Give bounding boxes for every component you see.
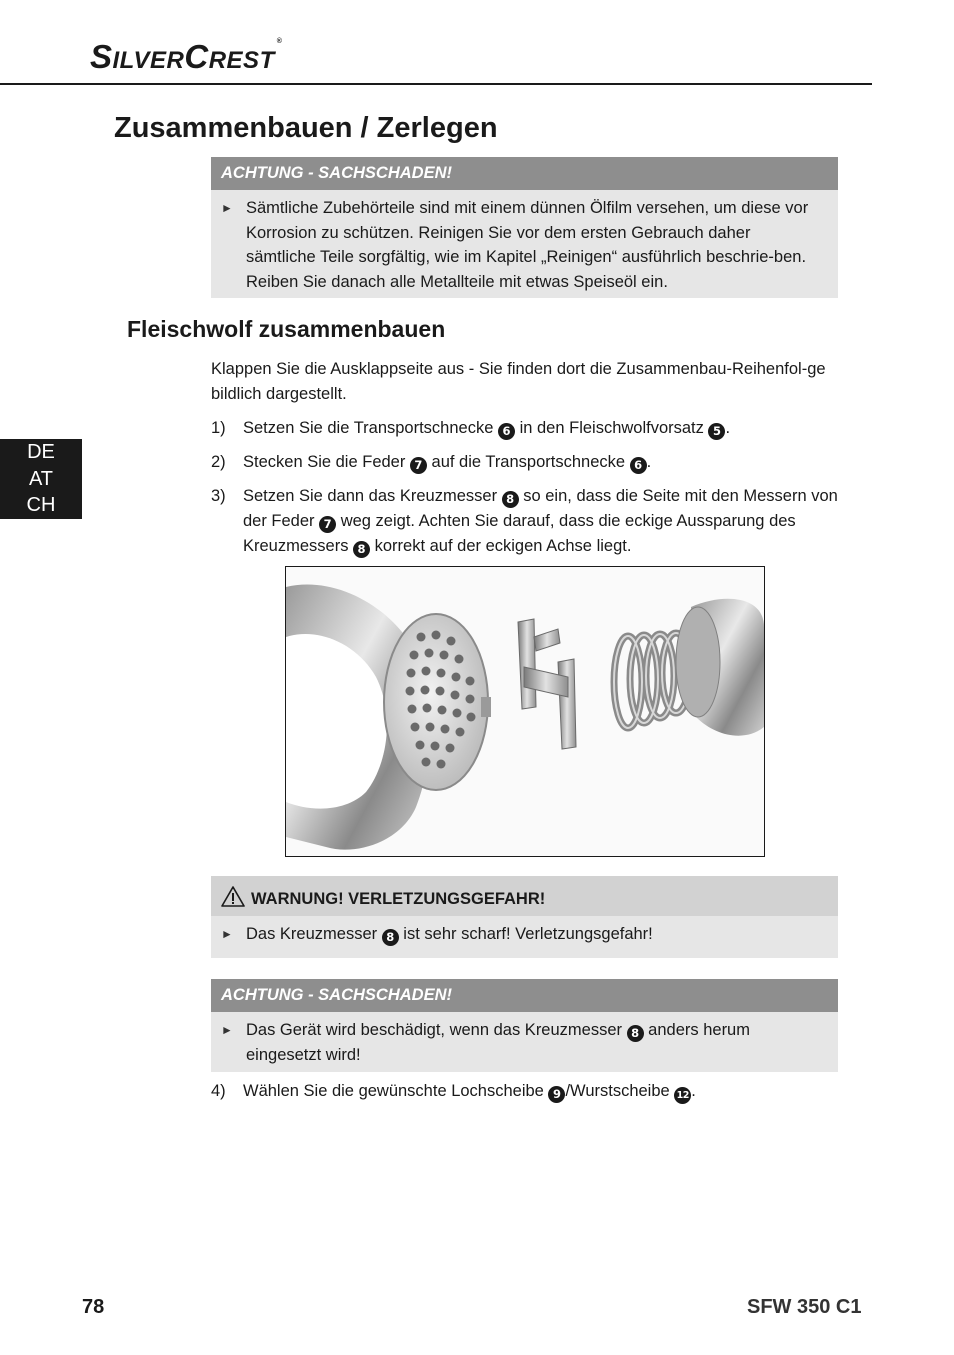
bullet-arrow-icon: ►	[221, 201, 233, 215]
intro-paragraph: Klappen Sie die Ausklappseite aus - Sie finden dort die Zusammenbau-Reihenfol-ge bildlich dargestellt.	[211, 360, 826, 403]
lang-ch: CH	[26, 494, 56, 516]
step-text: .	[691, 1082, 696, 1100]
warning-text: Das Kreuzmesser	[246, 925, 382, 943]
bullet-arrow-icon: ►	[221, 927, 233, 941]
model-number: SFW 350 C1	[747, 1296, 862, 1318]
step-text: Setzen Sie die Transportschnecke	[243, 419, 498, 437]
step-text: so ein, dass die Seite mit den Messern von der Feder	[243, 487, 838, 530]
step-number: 1)	[211, 419, 226, 437]
step-3	[211, 484, 841, 559]
part-number-badge: 8	[627, 1025, 644, 1042]
step-text: /Wurstscheibe	[565, 1082, 675, 1100]
notice-heading: ACHTUNG - SACHSCHADEN!	[211, 979, 838, 1012]
step-text: Stecken Sie die Feder	[243, 453, 410, 471]
step-text: Setzen Sie dann das Kreuzmesser	[243, 487, 502, 505]
warning-heading-text: WARNUNG! VERLETZUNGSGEFAHR!	[251, 890, 546, 908]
step-1	[211, 416, 841, 441]
warning-text: ist sehr scharf! Verletzungsgefahr!	[398, 925, 653, 943]
notice-text: anders herum eingesetzt wird!	[246, 1021, 750, 1064]
part-number-badge: 5	[708, 423, 725, 440]
step-text: Wählen Sie die gewünschte Lochscheibe	[243, 1082, 549, 1100]
assembly-photo	[285, 566, 765, 857]
section-title: Fleischwolf zusammenbauen	[127, 316, 446, 342]
page-title: Zusammenbauen / Zerlegen	[114, 112, 498, 144]
notice-body	[211, 1012, 838, 1075]
step-text: .	[646, 453, 652, 471]
step-text: korrekt auf der eckigen Achse liegt.	[370, 537, 632, 555]
warning-body	[211, 916, 838, 955]
part-number-badge: 8	[353, 541, 370, 558]
step-text: weg zeigt. Achten Sie darauf, dass die eckige Aussparung des Kreuzmessers	[243, 512, 796, 555]
grinder-parts-illustration	[286, 567, 764, 856]
notice-heading: ACHTUNG - SACHSCHADEN!	[211, 157, 838, 190]
part-number-badge: 6	[498, 423, 515, 440]
step-text: in den Fleischwolfvorsatz	[514, 419, 709, 437]
notice-text: Sämtliche Zubehörteile sind mit einem dünnen Ölfilm versehen, um diese vor Korrosion zu schützen. Reinigen Sie vor dem ersten Gebrauch daher sämtliche Teile sorgfältig, wie im Kapitel „Reinigen“ ausführlich beschrie-ben. Reiben Sie danach alle Metallteile mit etwas Speiseöl ein.	[246, 199, 809, 291]
lang-at: AT	[28, 467, 54, 490]
notice-body	[211, 190, 838, 302]
warning-heading	[211, 876, 838, 916]
notice-property-damage-2	[211, 979, 838, 1072]
part-number-badge: 7	[319, 516, 336, 533]
step-text: auf die Transportschnecke	[426, 453, 630, 471]
warning-injury	[211, 876, 838, 958]
language-tab	[0, 439, 82, 519]
silvercrest-logo: SILVERCREST®	[90, 38, 283, 75]
step-number: 3)	[211, 487, 226, 505]
part-number-badge: 8	[382, 929, 399, 946]
step-4	[211, 1079, 841, 1104]
part-number-badge: 12	[674, 1087, 691, 1104]
part-number-badge: 7	[410, 457, 427, 474]
notice-text: Das Gerät wird beschädigt, wenn das Kreuzmesser	[246, 1021, 627, 1039]
warning-triangle-icon	[221, 886, 245, 907]
lang-de: DE	[27, 441, 55, 463]
part-number-badge: 8	[502, 491, 519, 508]
header-rule	[0, 83, 872, 85]
step-text: .	[725, 419, 731, 437]
notice-property-damage-1	[211, 157, 838, 298]
step-number: 4)	[211, 1082, 226, 1100]
part-number-badge: 6	[630, 457, 647, 474]
step-number: 2)	[211, 453, 226, 471]
bullet-arrow-icon: ►	[221, 1023, 233, 1037]
page-number: 78	[82, 1296, 105, 1318]
part-number-badge: 9	[548, 1086, 565, 1103]
step-2	[211, 450, 841, 475]
